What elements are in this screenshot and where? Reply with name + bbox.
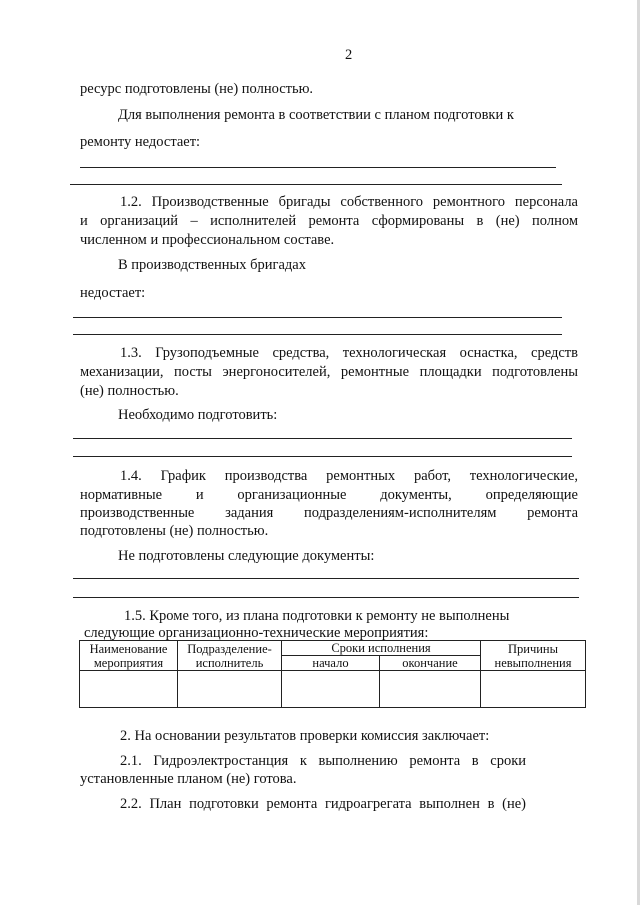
paragraph-1-2-line: численном и профессиональном составе. bbox=[80, 232, 335, 248]
fill-in-line bbox=[73, 578, 579, 579]
paragraph-1-3-line: (не) полностью. bbox=[80, 383, 179, 399]
header-dept-line: Подразделение- bbox=[187, 641, 272, 656]
header-name-cell bbox=[80, 641, 178, 671]
table-cell bbox=[80, 671, 178, 708]
text-line: ресурс подготовлены (не) полностью. bbox=[80, 81, 314, 97]
text-line: Необходимо подготовить: bbox=[118, 407, 278, 423]
text-line: Для выполнения ремонта в соответствии с планом подготовки к bbox=[118, 107, 514, 123]
table-cell bbox=[481, 671, 586, 708]
fill-in-line bbox=[70, 184, 562, 185]
header-name-line: Наименование bbox=[89, 641, 168, 656]
header-dept-cell bbox=[178, 641, 282, 671]
header-reason-cell bbox=[481, 641, 586, 671]
paragraph-1-5-line: следующие организационно-технические мероприятия: bbox=[84, 625, 429, 641]
text-line: ремонту недостает: bbox=[80, 134, 201, 150]
fill-in-line bbox=[73, 438, 572, 439]
measures-table bbox=[79, 640, 586, 708]
text-line: В производственных бригадах bbox=[118, 257, 306, 273]
header-reason-line: невыполнения bbox=[494, 655, 572, 670]
conclusion-2-1-line: 2.1. Гидроэлектростанция к выполнению ремонта в сроки bbox=[120, 753, 526, 769]
header-dept-line: исполнитель bbox=[195, 655, 264, 670]
paragraph-1-4-line: 1.4. График производства ремонтных работ, технологические, bbox=[120, 468, 578, 484]
paragraph-1-4-line: производственные задания подразделениям-исполнителям ремонта bbox=[80, 505, 578, 521]
paragraph-1-2-line: и организаций – исполнителей ремонта сформированы в (не) полном bbox=[80, 213, 578, 229]
fill-in-line bbox=[73, 456, 572, 457]
conclusion-2-1-line: установленные планом (не) готова. bbox=[80, 771, 297, 787]
page-number: 2 bbox=[345, 47, 353, 63]
paragraph-1-4-line: нормативные и организационные документы, определяющие bbox=[80, 487, 578, 503]
paragraph-1-4-line: подготовлены (не) полностью. bbox=[80, 523, 269, 539]
paragraph-1-3-line: 1.3. Грузоподъемные средства, технологическая оснастка, средств bbox=[120, 345, 578, 361]
table-cell bbox=[380, 671, 481, 708]
fill-in-line bbox=[73, 597, 579, 598]
header-name-line: мероприятия bbox=[93, 655, 164, 670]
fill-in-line bbox=[73, 317, 562, 318]
header-terms-cell: Сроки исполнения bbox=[282, 641, 481, 656]
paragraph-1-3-line: механизации, посты энергоносителей, ремонтные площадки подготовлены bbox=[80, 364, 578, 380]
table-cell bbox=[178, 671, 282, 708]
conclusion-2-2-line: 2.2. План подготовки ремонта гидроагрегата выполнен в (не) bbox=[120, 796, 526, 812]
header-reason-line: Причины bbox=[507, 641, 559, 656]
text-line: 2. На основании результатов проверки комиссия заключает: bbox=[120, 728, 490, 744]
text-line: Не подготовлены следующие документы: bbox=[118, 548, 375, 564]
table-row bbox=[80, 671, 586, 708]
fill-in-line bbox=[80, 167, 556, 168]
header-end-cell: окончание bbox=[380, 656, 481, 671]
fill-in-line bbox=[73, 334, 562, 335]
header-start-cell: начало bbox=[282, 656, 380, 671]
text-line: недостает: bbox=[80, 285, 146, 301]
paragraph-1-5-line: 1.5. Кроме того, из плана подготовки к ремонту не выполнены bbox=[124, 608, 510, 624]
table-cell bbox=[282, 671, 380, 708]
paragraph-1-2-line: 1.2. Производственные бригады собственного ремонтного персонала bbox=[120, 194, 578, 210]
